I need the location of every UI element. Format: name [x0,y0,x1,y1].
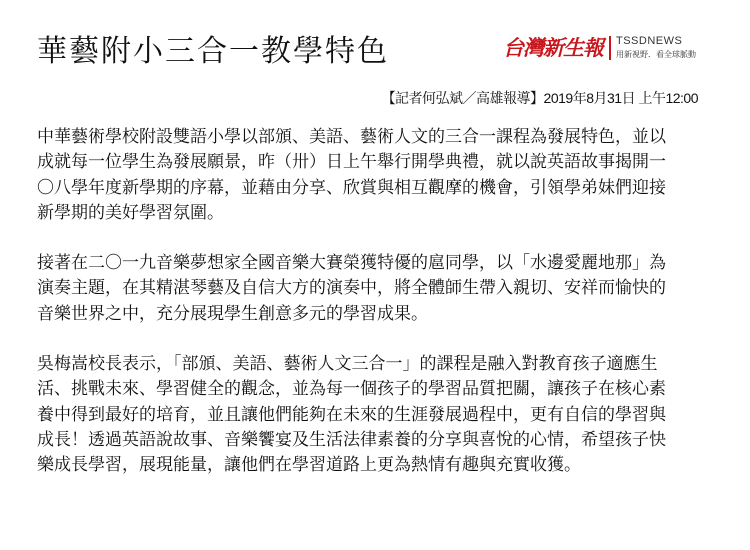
paragraph-2 [37,251,702,327]
paragraph-3 [37,352,702,478]
text-line: 成長！透過英語說故事、音樂饗宴及生活法律素養的分享與喜悅的心情，希望孩子快 [37,429,666,450]
text-line: 中華藝術學校附設雙語小學以部頒、美語、藝術人文的三合一課程為發展特色，並以 [37,127,666,147]
article-byline: 【記者何弘斌／高雄報導】2019年8月31日 上午12:00 [381,90,698,106]
article-title: 華藝附小三合一教學特色 [37,34,389,69]
text-line: 養中得到最好的培育，並且讓他們能夠在未來的生涯發展過程中，更有自信的學習與 [37,404,666,425]
logo-wordmark: 台灣新生報 [503,35,603,60]
text-line: 演奏主題，在其精湛琴藝及自信大方的演奏中，將全體師生帶入親切、安祥而愉快的 [37,278,666,299]
text-line: 音樂世界之中，充分展現學生創意多元的學習成果。 [37,303,428,324]
logo-slogan: 用新視野．看全球脈動 [616,50,696,59]
text-line: 活、挑戰未來、學習健全的觀念，並為每一個孩子的學習品質把關，讓孩子在核心素 [37,379,666,400]
newspaper-logo [503,34,718,64]
text-line: 〇八學年度新學期的序幕，並藉由分享、欣賞與相互觀摩的機會，引領學弟妹們迎接 [37,177,666,198]
text-line: 新學期的美好學習氛圍。 [37,202,224,223]
logo-divider [609,36,611,60]
logo-english-name: TSSDNEWS [616,35,683,47]
text-line: 成就每一位學生為發展願景，昨（卅）日上午舉行開學典禮，就以說英語故事揭開一 [37,152,666,173]
article-body [37,125,702,504]
text-line: 樂成長學習，展現能量，讓他們在學習道路上更為熱情有趣與充實收獲。 [37,455,581,476]
text-line: 接著在二〇一九音樂夢想家全國音樂大賽榮獲特優的扈同學，以「水邊愛麗地那」為 [37,253,666,274]
text-line: 吳梅嵩校長表示，「部頒、美語、藝術人文三合一」的課程是融入對教育孩子適應生 [37,354,658,375]
paragraph-1 [37,125,702,226]
